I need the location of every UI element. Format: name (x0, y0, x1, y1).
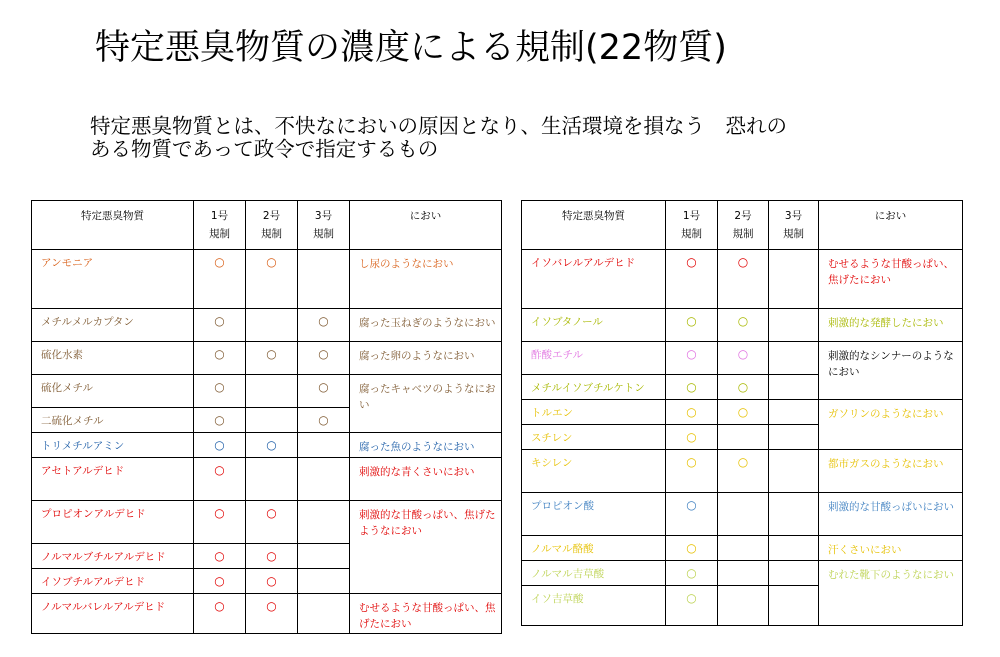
page-title: 特定悪臭物質の濃度による規制(22物質) (95, 28, 727, 68)
table-row (522, 561, 963, 586)
reg2-mark: ○ (246, 250, 298, 309)
header-substance: 特定悪臭物質 (32, 201, 194, 250)
table-row (522, 536, 963, 561)
table-row (32, 309, 502, 342)
header-reg3: 3号 規制 (769, 201, 819, 250)
reg1-mark: ○ (666, 493, 718, 536)
smell-description: 汗くさいにおい (819, 536, 963, 561)
reg3-mark: ○ (298, 309, 350, 342)
reg3-mark (298, 433, 350, 458)
substance-name: ノルマルバレルアルデヒド (32, 594, 194, 634)
substance-name: メチルメルカプタン (32, 309, 194, 342)
reg2-mark (718, 561, 769, 586)
reg1-mark: ○ (194, 375, 246, 408)
header-reg3: 3号 規制 (298, 201, 350, 250)
reg2-mark: ○ (246, 342, 298, 375)
reg3-mark (769, 250, 819, 309)
header-reg1: 1号 規制 (194, 201, 246, 250)
reg2-mark (718, 425, 769, 450)
reg2-mark (246, 408, 298, 433)
substance-name: ノルマルブチルアルデヒド (32, 544, 194, 569)
reg3-mark (769, 309, 819, 342)
substance-name: ノルマル酪酸 (522, 536, 666, 561)
table-row (522, 342, 963, 375)
substance-name: アセトアルデヒド (32, 458, 194, 501)
reg3-mark (769, 561, 819, 586)
substance-name: アンモニア (32, 250, 194, 309)
smell-description: むれた靴下のようなにおい (819, 561, 963, 626)
substance-name: イソブタノール (522, 309, 666, 342)
reg3-mark: ○ (298, 375, 350, 408)
reg3-mark (298, 458, 350, 501)
reg3-mark: ○ (298, 342, 350, 375)
header-reg2: 2号 規制 (718, 201, 769, 250)
substance-name: トリメチルアミン (32, 433, 194, 458)
reg1-mark: ○ (194, 342, 246, 375)
table-row (32, 433, 502, 458)
reg3-mark (769, 586, 819, 626)
reg1-mark: ○ (194, 250, 246, 309)
substance-name: プロピオン酸 (522, 493, 666, 536)
table-row (32, 250, 502, 309)
reg2-mark: ○ (718, 400, 769, 425)
table-row (522, 309, 963, 342)
reg3-mark (769, 536, 819, 561)
smell-description: 刺激的なシンナーのようなにおい (819, 342, 963, 400)
reg1-mark: ○ (666, 561, 718, 586)
reg3-mark (298, 569, 350, 594)
reg2-mark (718, 493, 769, 536)
substance-name: 硫化メチル (32, 375, 194, 408)
smell-description: ガソリンのようなにおい (819, 400, 963, 450)
substance-name: スチレン (522, 425, 666, 450)
reg1-mark: ○ (666, 450, 718, 493)
description-line-2: ある物質であって政令で指定するもの (90, 137, 439, 161)
smell-description: 腐った卵のようなにおい (350, 342, 502, 375)
substance-name: イソバレルアルデヒド (522, 250, 666, 309)
substance-name: ノルマル吉草酸 (522, 561, 666, 586)
smell-description: むせるような甘酸っぱい、焦げたにおい (819, 250, 963, 309)
smell-description: 腐った玉ねぎのようなにおい (350, 309, 502, 342)
reg2-mark: ○ (718, 450, 769, 493)
reg2-mark: ○ (246, 433, 298, 458)
reg1-mark: ○ (666, 586, 718, 626)
smell-description: 刺激的な甘酸っぱいにおい (819, 493, 963, 536)
reg3-mark: ○ (298, 408, 350, 433)
reg1-mark: ○ (666, 342, 718, 375)
table-row (32, 458, 502, 501)
reg2-mark (246, 375, 298, 408)
reg3-mark (769, 450, 819, 493)
substance-name: 硫化水素 (32, 342, 194, 375)
reg1-mark: ○ (194, 501, 246, 544)
reg1-mark: ○ (194, 309, 246, 342)
table-row (32, 501, 502, 544)
substance-name: 二硫化メチル (32, 408, 194, 433)
reg2-mark: ○ (246, 501, 298, 544)
reg3-mark (298, 250, 350, 309)
substance-name: イソブチルアルデヒド (32, 569, 194, 594)
reg3-mark (298, 594, 350, 634)
reg2-mark: ○ (718, 250, 769, 309)
smell-description: し尿のようなにおい (350, 250, 502, 309)
reg2-mark: ○ (246, 544, 298, 569)
smell-description: 刺激的な発酵したにおい (819, 309, 963, 342)
substance-name: プロピオンアルデヒド (32, 501, 194, 544)
reg2-mark (718, 586, 769, 626)
smell-description: 都市ガスのようなにおい (819, 450, 963, 493)
reg2-mark: ○ (246, 594, 298, 634)
substance-table-left (31, 200, 502, 634)
reg2-mark (246, 309, 298, 342)
smell-description: むせるような甘酸っぱい、焦げたにおい (350, 594, 502, 634)
smell-description: 腐ったキャベツのようなにおい (350, 375, 502, 433)
reg3-mark (769, 400, 819, 425)
reg1-mark: ○ (194, 458, 246, 501)
reg2-mark: ○ (246, 569, 298, 594)
description (90, 115, 950, 161)
table-row (522, 250, 963, 309)
reg1-mark: ○ (666, 400, 718, 425)
substance-name: キシレン (522, 450, 666, 493)
reg1-mark: ○ (666, 250, 718, 309)
reg1-mark: ○ (666, 536, 718, 561)
reg1-mark: ○ (194, 433, 246, 458)
reg1-mark: ○ (194, 594, 246, 634)
header-reg2: 2号 規制 (246, 201, 298, 250)
substance-name: 酢酸エチル (522, 342, 666, 375)
header-smell: におい (350, 201, 502, 250)
reg1-mark: ○ (194, 544, 246, 569)
header-reg1: 1号 規制 (666, 201, 718, 250)
table-row (522, 493, 963, 536)
reg1-mark: ○ (194, 408, 246, 433)
reg3-mark (769, 342, 819, 375)
substance-name: メチルイソブチルケトン (522, 375, 666, 400)
table-row (522, 400, 963, 425)
reg1-mark: ○ (666, 309, 718, 342)
reg2-mark: ○ (718, 375, 769, 400)
reg2-mark (246, 458, 298, 501)
reg3-mark (298, 544, 350, 569)
reg2-mark: ○ (718, 342, 769, 375)
substance-table-right (521, 200, 963, 626)
substance-name: イソ吉草酸 (522, 586, 666, 626)
reg3-mark (298, 501, 350, 544)
reg3-mark (769, 493, 819, 536)
smell-description: 腐った魚のようなにおい (350, 433, 502, 458)
table-row (522, 450, 963, 493)
reg1-mark: ○ (666, 375, 718, 400)
reg3-mark (769, 375, 819, 400)
reg2-mark: ○ (718, 309, 769, 342)
reg1-mark: ○ (194, 569, 246, 594)
smell-description: 刺激的な甘酸っぱい、焦げたようなにおい (350, 501, 502, 594)
table-row (32, 594, 502, 634)
header-smell: におい (819, 201, 963, 250)
reg3-mark (769, 425, 819, 450)
table-row (32, 375, 502, 408)
smell-description: 刺激的な青くさいにおい (350, 458, 502, 501)
reg1-mark: ○ (666, 425, 718, 450)
substance-name: トルエン (522, 400, 666, 425)
description-line-1: 特定悪臭物質とは、不快なにおいの原因となり、生活環境を損なう 恐れの (90, 114, 787, 138)
header-substance: 特定悪臭物質 (522, 201, 666, 250)
table-row (32, 342, 502, 375)
reg2-mark (718, 536, 769, 561)
